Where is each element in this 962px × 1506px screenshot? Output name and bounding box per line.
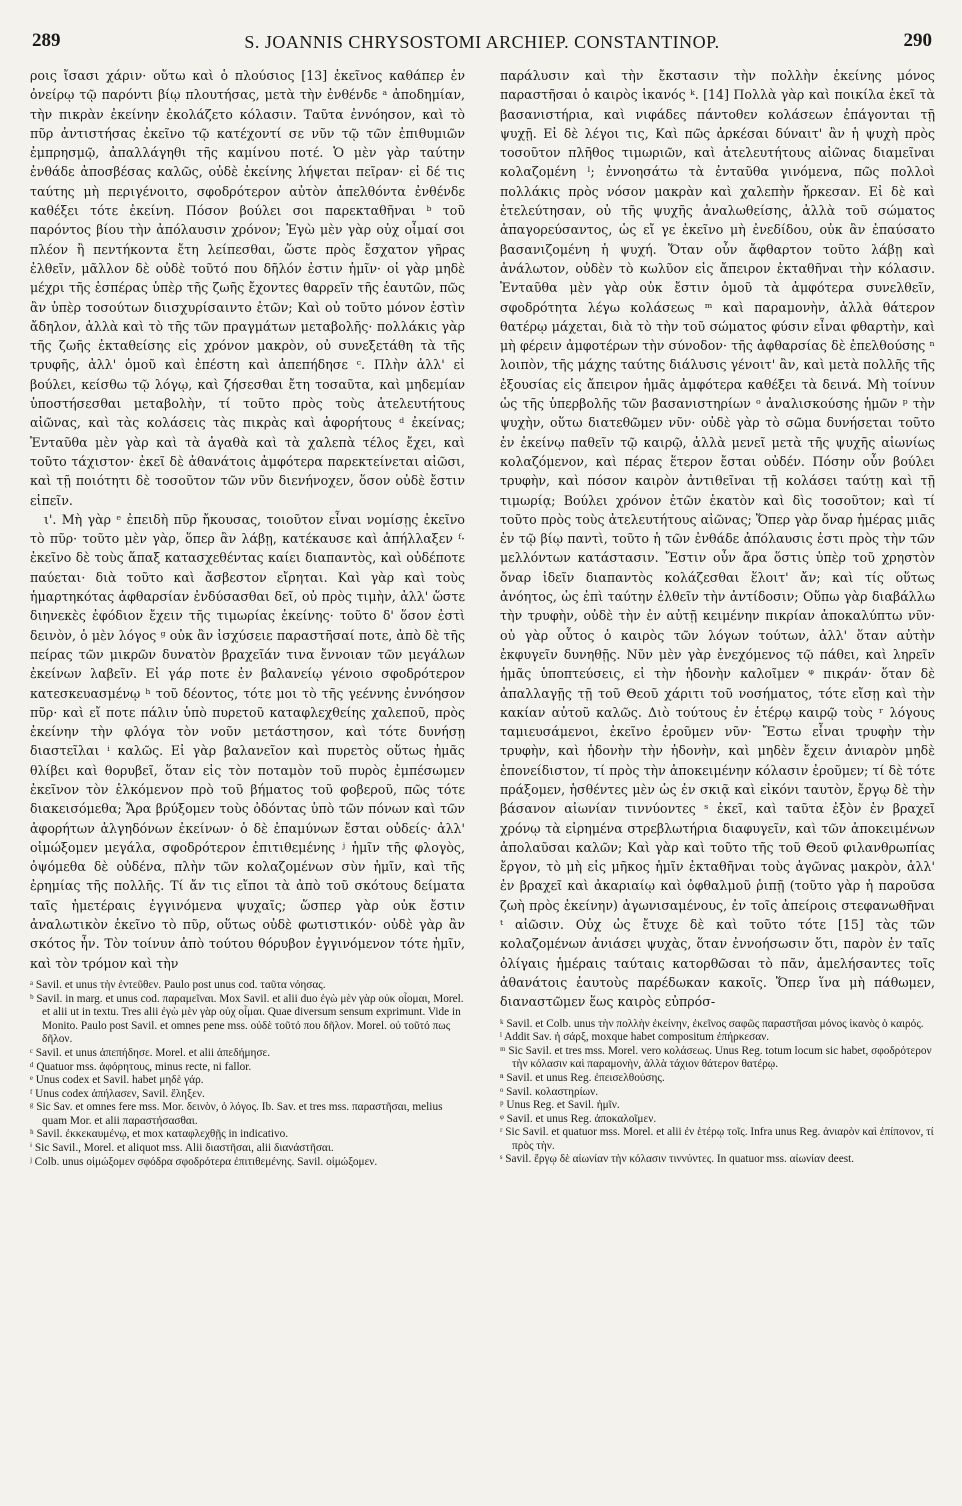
footnote-a: ᵃ Savil. et unus τὴν ἐντεῦθεν. Paulo post unus cod. ταῦτα νόησας. [30, 978, 326, 991]
left-footnotes [30, 979, 465, 1169]
footnote-m: ᵐ Sic Savil. et tres mss. Morel. vero κολάσεως. Unus Reg. totum locum sic habet, σφοδρότερον τὴν κόλασιν καὶ παραμονὴν, ἀλλὰ τάχιον θάτερον θατέρῳ. [500, 1044, 932, 1071]
footnote-k: ᵏ Savil. et Colb. unus τὴν πολλὴν ἐκείνην, ἐκεῖνος σαφῶς παραστῆσαι μόνος ἱκανὸς ὁ καιρός. [500, 1017, 924, 1030]
left-body-text [30, 66, 465, 973]
footnote-e: ᵉ Unus codex et Savil. habet μηδὲ γάρ. [30, 1074, 204, 1087]
footnote-h: ʰ Savil. ἐκκεκαυμένῳ, et mox καταφλεχθῇς in indicativo. [30, 1128, 289, 1141]
footnote-f: ᶠ Unus codex ἀπήλασεν, Savil. ἔληξεν. [30, 1087, 205, 1100]
footnote-q: ᵠ Savil. et unus Reg. ἀποκαλοῖμεν. [500, 1112, 657, 1125]
footnote-c: ᶜ Savil. et unus ἀπεπήδησε. Morel. et alii ἀπεδήμησε. [30, 1046, 271, 1059]
running-title: S. JOANNIS CHRYSOSTOMI ARCHIEP. CONSTANTINOP. [244, 32, 720, 52]
footnote-n: ⁿ Savil. et unus Reg. ἐπεισελθούσης. [500, 1071, 665, 1084]
footnote-b: ᵇ Savil. in marg. et unus cod. παραμεῖναι. Mox Savil. et alii duo ἐγὼ μὲν γὰρ οὐκ οἶομαι, Morel. et alii ut in textu. Tres alii ἐγὼ μὲν γὰρ οὐχ οἶμαι. Quae diversum sensum exprimunt. Vide in Monito. Paulo post Savil. et omnes pene mss. οὐδὲ τοῦτό που δῆλον. Morel. οὐ τοῦτό πως δῆλον. [30, 992, 464, 1046]
footnote-s: ˢ Savil. ἔργῳ δὲ αἰωνίαν τὴν κόλασιν τιννύντες. In quatuor mss. αἰωνίαν deest. [500, 1153, 855, 1166]
page-header [32, 30, 932, 56]
footnote-p: ᵖ Unus Reg. et Savil. ἡμῖν. [500, 1099, 620, 1112]
left-paragraph-1: ροις ἴσασι χάριν· οὕτω καὶ ὁ πλούσιος [13] ἐκεῖνος καθάπερ ἐν ὀνείρῳ τῷ παρόντι βίῳ πλουτήσας, μετὰ τὴν ἐνθένδε ᵃ ἀποδημίαν, τὴν πικρὰν ἐκείνην ἐκολάζετο κόλασιν. Ταῦτα ἐννόησον, καὶ τὸ πῦρ ἀντιστήσας ἐκεῖνο τῷ κατέχοντί σε νῦν τῷ τῶν ἐπιθυμιῶν ἐμπρησμῷ, ἀπαλλάγηθι τῆς καμίνου ποτέ. Ὁ μὲν γὰρ ταύτην ἐνθάδε ἀποσβέσας καλῶς, οὐδὲ ἐκείνης λήψεται πεῖραν· εἰ δέ τις ταύτης μὴ περιγένοιτο, σφοδρότερον αὐτὸν ἀπελθόντα ἐνθένδε καθέξει τότε ἐκείνη. Πόσον βούλει σοι παρεκταθῆναι ᵇ τοῦ παρόντος βίου τὴν ἀπόλαυσιν χρόνον; Ἐγὼ μὲν γὰρ οὐχ οἶμαί σοι πλέον ἢ πεντήκοντα ἔτη λείπεσθαι, ὥστε πρὸς ἔσχατον γῆρας ἐλθεῖν, μᾶλλον δὲ οὐδὲ τοῦτό που δῆλόν ἐστιν ἡμῖν· οἱ γὰρ μηδὲ μέχρι τῆς ἑσπέρας ὑπὲρ τῆς ζωῆς ἔχοντες θαρρεῖν τῆς ἑαυτῶν, πῶς ἂν ὑπὲρ τοσούτων διισχυρίσαιντο ἐτῶν; Καὶ οὐ τοῦτο μόνον ἐστὶν ἄδηλον, ἀλλὰ καὶ τὸ τῆς τῶν πραγμάτων μεταβολῆς· πολλάκις γὰρ τῆς ζωῆς ἐκταθείσης εἰς χρόνον μακρὸν, οὐ συνεξετάθη τὰ τῆς τρυφῆς, ἀλλ' ὁμοῦ καὶ ἐπέστη καὶ ἀπεπήδησε ᶜ. Πλὴν ἀλλ' εἰ βούλει, κείσθω τῷ λόγῳ, καὶ ζήσεσθαι ἔτη τοσαῦτα, καὶ μηδεμίαν ὑποστήσεσθαι μεταβολὴν, τί τοῦτο πρὸς τοὺς ἀτελευτήτους αἰῶνας, καὶ τὰς κολάσεις τὰς πικρὰς καὶ ἀφορήτους ᵈ ἐκείνας; Ἐνταῦθα μὲν γὰρ καὶ τὰ ἀγαθὰ καὶ τὰ χαλεπὰ τέλος ἔχει, καὶ τοῦτο τάχιστον· ἐκεῖ δὲ ἀθανάτοις ἀμφότερα παρεκτείνεται αἰῶσι, καὶ τῇ ποιότητι δὲ τοσοῦτον τῶν νῦν διενήνοχεν, ὅσον οὐδὲ ἔστιν εἰπεῖν. [30, 68, 465, 508]
footnote-l: ˡ Addit Sav. ἡ σάρξ, moxque habet compositum ἐπήρκεσαν. [500, 1031, 770, 1044]
left-column [30, 66, 465, 1506]
right-column [500, 66, 935, 1506]
footnote-i: ⁱ Sic Savil., Morel. et aliquot mss. Alii διαστῆσαι, alii διανάστῆσαι. [30, 1142, 334, 1155]
footnote-j: ʲ Colb. unus οἰμώξομεν σφόδρα σφοδρότερα ἐπιτιθεμένης. Savil. οἰμώξομεν. [30, 1155, 378, 1168]
right-body-text [500, 66, 935, 1012]
left-paragraph-2: ι'. Μὴ γὰρ ᵉ ἐπειδὴ πῦρ ἤκουσας, τοιοῦτον εἶναι νομίσῃς ἐκεῖνο τὸ πῦρ· τοῦτο μὲν γὰρ, ὅπερ ἂν λάβῃ, κατέκαυσε καὶ ἀπήλλαξεν ᶠ· ἐκεῖνο δὲ τοὺς ἅπαξ κατασχεθέντας καίει διαπαντὸς, καὶ οὐδέποτε παύεται· διὰ τοῦτο καὶ ἄσβεστον εἴρηται. Καὶ γὰρ καὶ τοὺς ἡμαρτηκότας ἀφθαρσίαν ἐνδύσασθαι δεῖ, οὐ πρὸς τιμὴν, ἀλλ' ὥστε διηνεκὲς ἐφόδιον ἔχειν τῆς τιμωρίας ἐκείνης· τοῦτο δ' ὅσον ἐστὶ δεινὸν, ὁ μὲν λόγος ᵍ οὐκ ἂν ἰσχύσειε παραστῆσαί ποτε, ἀπὸ δὲ τῆς πείρας τῶν μικρῶν δυνατὸν βραχεῖάν τινα ἔννοιαν τῶν μεγάλων ἐκείνων λαβεῖν. Εἰ γάρ ποτε ἐν βαλανείῳ γένοιο σφοδρότερον κατεσκευασμένῳ ʰ τοῦ δέοντος, τότε μοι τὸ τῆς γεέννης ἐννόησον πῦρ· καὶ εἴ ποτε πάλιν ὑπὸ πυρετοῦ καταφλεχθείης χαλεποῦ, πρὸς ἐκείνην τὴν φλόγα τὸν νοῦν μετάστησον, καὶ τότε δυνήσῃ διαστεῖλαι ⁱ καλῶς. Εἰ γὰρ βαλανεῖον καὶ πυρετὸς οὕτως ἡμᾶς θλίβει καὶ θορυβεῖ, ὅταν εἰς τὸν ποταμὸν τοῦ πυρὸς ἐμπέσωμεν ἐκεῖνον τὸν ἑλκόμενον πρὸ τοῦ βήματος τοῦ φοβεροῦ, πῶς τότε διακεισόμεθα; Ἄρα βρύξομεν τοὺς ὀδόντας ὑπὸ τῶν πόνων καὶ τῶν ἀφορήτων ἀλγηδόνων ἐκείνων· ὁ δὲ ἐπαμύνων ἔσται οὐδείς· ἀλλ' οἰμώξομεν μεγάλα, σφοδρότερον ἐπιτιθεμένης ʲ ἡμῖν τῆς φλογὸς, ὀψόμεθα δὲ οὐδένα, πλὴν τῶν κολαζομένων σὺν ἡμῖν, καὶ τῆς ἐρημίας τῆς πολλῆς. Τί ἄν τις εἴποι τὰ ἀπὸ τοῦ σκότους δείματα ταῖς ἡμετέραις ἐγγινόμενα ψυχαῖς; ὥσπερ γὰρ οὐκ ἔστιν ἀναλωτικὸν ἐκεῖνο τὸ πῦρ, οὕτως οὐδὲ φωτιστικόν· οὐδὲ γὰρ ἂν σκότος ἦν. Τὸν τοίνυν ἀπὸ τούτου θόρυβον ἐγγινόμενον τότε ἡμῖν, καὶ τὸν τρόμον καὶ τὴν [30, 511, 465, 971]
page-number-right: 290 [903, 30, 932, 51]
right-footnotes [500, 1018, 935, 1168]
footnote-o: ᵒ Savil. κολαστηρίων. [500, 1085, 599, 1098]
footnote-d: ᵈ Quatuor mss. ἀφόρητους, minus recte, ni fallor. [30, 1060, 252, 1073]
page-number-left: 289 [32, 30, 61, 51]
footnote-g: ᵍ Sic Sav. et omnes fere mss. Mor. δεινὸν, ὁ λόγος. Ib. Sav. et tres mss. παραστῆσαι, melius quam Mor. et alii παραστήσασθαι. [30, 1101, 443, 1127]
right-paragraph-1: παράλυσιν καὶ τὴν ἔκστασιν τὴν πολλὴν ἐκείνης μόνος παραστῆσαι ὁ καιρὸς ἱκανός ᵏ. [14] Πολλὰ γὰρ καὶ ποικίλα ἐκεῖ τὰ βασανιστήρια, καὶ νιφάδες πάντοθεν κολάσεων ἐπάγονται τῇ ψυχῇ. Εἰ δὲ λέγοι τις, Καὶ πῶς ἀρκέσαι δύναιτ' ἂν ἡ ψυχὴ πρὸς τοσοῦτον πλῆθος τιμωριῶν, καὶ ἀτελευτήτους αἰῶνας διαμεῖναι κολαζομένη ˡ; ἐννοησάτω τὰ ἐνταῦθα γινόμενα, πῶς πολλοὶ πολλάκις πρὸς νόσον μακρὰν καὶ χαλεπὴν ἤρκεσαν. Εἰ δὲ καὶ ἐτελεύτησαν, οὐ τῆς ψυχῆς ἀναλωθείσης, ἀλλὰ τοῦ σώματος ἀπαγορεύσαντος, ὡς εἴ γε ἐκεῖνο μὴ ἐνεδίδου, οὐκ ἂν ἐπαύσατο βασανιζομένη ἡ ψυχή. Ὅταν οὖν ἄφθαρτον τοῦτο λάβῃ καὶ ἀνάλωτον, οὐδὲν τὸ κωλῦον εἰς ἄπειρον ἐκταθῆναι τὴν κόλασιν. Ἐνταῦθα μὲν γὰρ οὐκ ἔστιν ὁμοῦ τὰ ἀμφότερα συνελθεῖν, σφοδρότητα λέγω κολάσεως ᵐ καὶ παραμονὴν, ἀλλὰ θάτερον θατέρῳ μάχεται, διὰ τὸ τὴν τοῦ σώματος φύσιν εἶναι φθαρτὴν, καὶ μὴ φέρειν ἀμφοτέρων τὴν σύνοδον· τῆς ἀφθαρσίας δὲ ἐπελθούσης ⁿ λοιπὸν, τῆς μάχης ταύτης διάλυσις γένοιτ' ἂν, καὶ μετὰ πολλῆς τῆς ἐξουσίας εἰς ἄπειρον ἡμᾶς ἀμφότερα καθέξει τὰ δεινά. Μὴ τοίνυν ὡς τῆς ὑπερβολῆς τῶν βασανιστηρίων ᵒ ἀναλισκούσης ἡμῶν ᵖ τὴν ψυχὴν, οὕτω διατεθῶμεν νῦν· οὐδὲ γὰρ τὸ σῶμα δυνήσεται τοῦτο ἐν ἐκείνῳ παθεῖν τῷ καιρῷ, ἀλλὰ μενεῖ μετὰ τῆς ψυχῆς αἰωνίως κολαζόμενον, καὶ πέρας ἕτερον ἔσται οὐδέν. Πόσην οὖν βούλει τρυφὴν, καὶ πόσον καιρὸν ἀντιθεῖναι τῇ κολάσει ταύτῃ καὶ τῇ τιμωρίᾳ; Βούλει χρόνον ἐτῶν ἑκατὸν καὶ δὶς τοσοῦτον; καὶ τί τοῦτο πρὸς τοὺς ἀτελευτήτους αἰῶνας; Ὅπερ γὰρ ὄναρ ἡμέρας μιᾶς ἐν τῷ βίῳ παντὶ, τοῦτο ἡ τῶν ἐνθάδε ἀπόλαυσις ἐστι πρὸς τὴν τῶν μελλόντων κατάστασιν. Ἔστιν οὖν ἄρα ὅστις ὑπὲρ τοῦ χρηστὸν ὄναρ ἰδεῖν διαπαντὸς κολάζεσθαι ἕλοιτ' ἄν; καὶ τίς οὕτως ἀνόητος, ὡς ἐπὶ ταύτην ἐλθεῖν τὴν ἀντίδοσιν; Οὕπω γὰρ διαβάλλω τὴν τρυφὴν, οὐδὲ τὴν ἐν αὐτῇ κειμένην πικρίαν ἀποκαλύπτω νῦν· οὐ γὰρ οὗτος ὁ καιρὸς τῶν λόγων τούτων, ἀλλ' ὅταν αὐτὴν ἐκφυγεῖν δυνηθῇς. Νῦν μὲν γὰρ ἐνεχόμενος τῷ πάθει, καὶ ληρεῖν ἡμᾶς ὑποπτεύσεις, εἰ τὴν ἡδονὴν καλοῖμεν ᵠ πικράν· ὅταν δὲ ἀπαλλαγῇς τῇ τοῦ Θεοῦ χάριτι τοῦ νοσήματος, τότε εἴσῃ καὶ τὴν κακίαν αὐτοῦ καλῶς. Διὸ τούτους ἐν ἑτέρῳ καιρῷ τοὺς ʳ λόγους ταμιευσάμενοι, ἐκεῖνο ἐροῦμεν νῦν· Ἔστω εἶναι τρυφὴν τὴν τρυφὴν, καὶ ἡδονὴν τὴν ἡδονὴν, καὶ μηδὲν ἔχειν ἀνιαρὸν μηδὲ ἐπονείδιστον, τί πρὸς τὴν ἀποκειμένην κόλασιν ἐροῦμεν; τί δὲ τότε πράξομεν, ἡσθέντες μὲν ὡς ἐν σκιᾷ καὶ εἰκόνι ταυτὸν, ἔργῳ δὲ τὴν βάσανον αἰωνίαν τιννύοντες ˢ ἐκεῖ, καὶ ταῦτα ἐξὸν ἐν βραχεῖ χρόνῳ τὰ εἰρημένα στρεβλωτήρια διαφυγεῖν, καὶ τῶν ἀποκειμένων ἀπολαῦσαι καλῶν; Καὶ γὰρ καὶ τοῦτο τῆς τοῦ Θεοῦ φιλανθρωπίας ἔργον, τὸ μὴ εἰς μῆκος ἡμῖν ἐκταθῆναι τοὺς ἀγῶνας μακρὸν, ἀλλ' ἐν βραχεῖ καὶ ἀκαριαίῳ καὶ ὀφθαλμοῦ ῥιπῇ (τοῦτο γὰρ ἡ παροῦσα ζωὴ πρὸς ἐκείνην) ἀγωνισαμένους, ἐν τοῖς ἀπείροις στεφανωθῆναι ᵗ αἰῶσιν. Οὐχ ὡς ἔτυχε δὲ καὶ τοῦτο τότε [15] τὰς τῶν κολαζομένων ἀνιάσει ψυχὰς, ὅταν ἐννοήσωσιν ὅτι, παρὸν ἐν ταῖς ὀλίγαις ἡμέραις ταύταις κατορθῶσαι τὸ πᾶν, ἀμελήσαντες τοῖς ἀθανάτοις ἑαυτοὺς παρέδωκαν κακοῖς. Ὅπερ ἵνα μὴ πάθωμεν, διαναστῶμεν ἕως καιρὸς εὐπρόσ- [500, 68, 935, 1010]
footnote-r: ʳ Sic Savil. et quatuor mss. Morel. et alii ἐν ἑτέρῳ τοῖς. Infra unus Reg. ἀνιαρὸν καὶ ἐπίπονον, τί πρὸς τὴν. [500, 1126, 934, 1152]
